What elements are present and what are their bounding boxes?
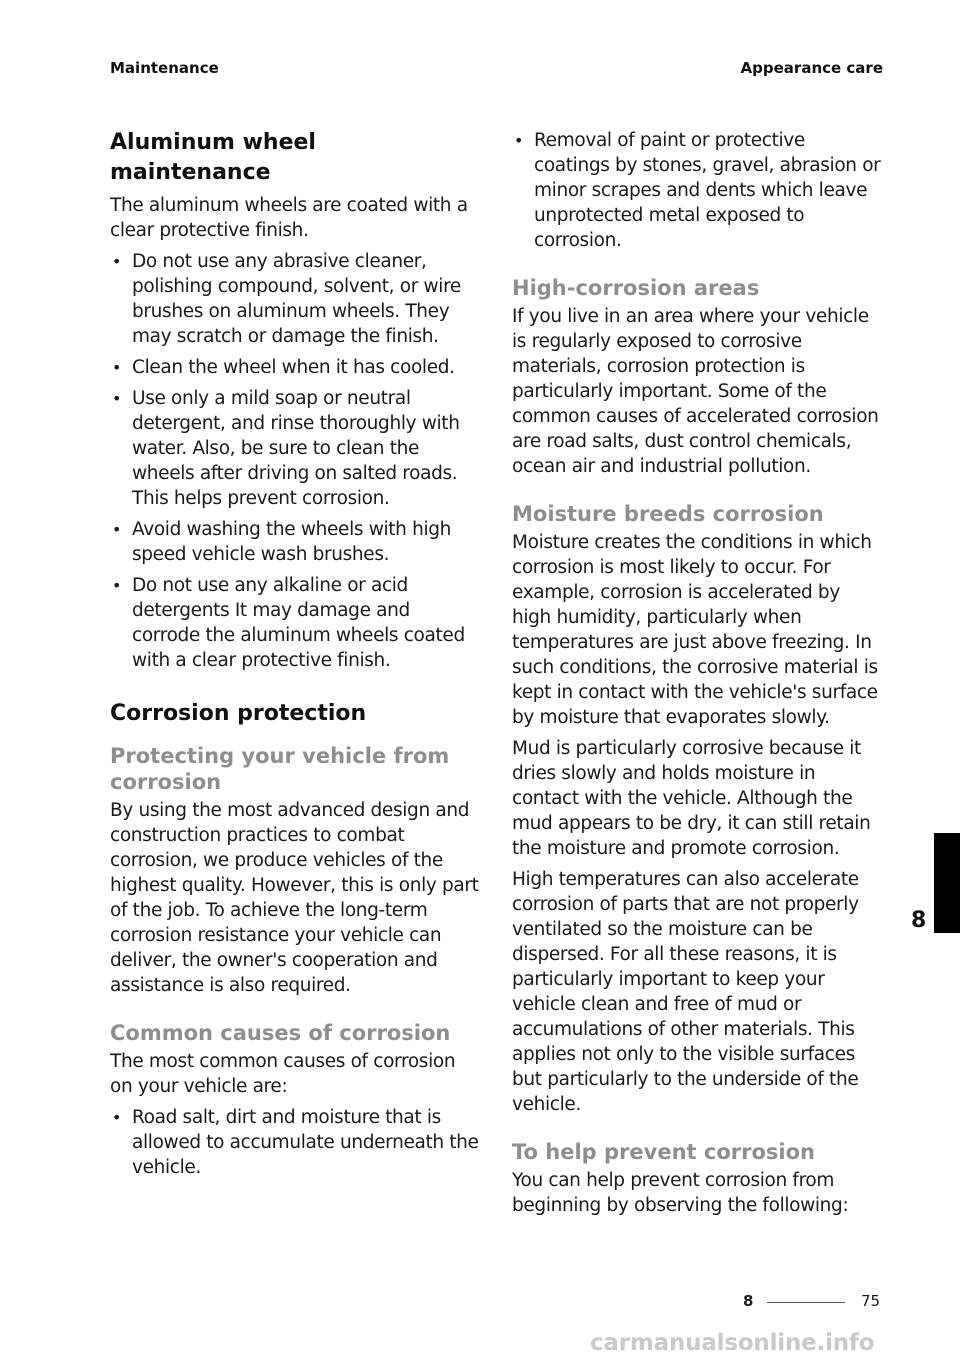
protecting-section	[110, 743, 480, 998]
list-item-text: Clean the wheel when it has cooled.	[132, 357, 455, 378]
list-item	[110, 249, 480, 349]
list-item	[110, 573, 480, 673]
bullet-icon: •	[514, 131, 524, 150]
bullet-icon: •	[112, 252, 122, 271]
common-causes-heading: Common causes of corrosion	[110, 1021, 451, 1045]
moisture-paragraph: Mud is particularly corrosive because it dries slowly and holds moisture in contact with the vehicle. Although the mud appears to be dry, it can still retain the moisture and promote corrosion.	[512, 738, 871, 859]
footer-chapter-number: 8	[743, 1292, 754, 1310]
aluminum-wheel-list	[110, 249, 480, 673]
list-item	[110, 355, 480, 380]
right-column	[512, 128, 884, 1224]
aluminum-wheel-intro: The aluminum wheels are coated with a clear protective finish.	[110, 195, 468, 241]
high-corrosion-body: If you live in an area where your vehicle is regularly exposed to corrosive materials, corrosion protection is particularly important. Some of the common causes of accelerated corrosion are road salts, dust control chemicals, ocean air and industrial pollution.	[512, 306, 879, 477]
watermark: carmanualsonline.info	[590, 1330, 875, 1356]
prevent-body: You can help prevent corrosion from beginning by observing the following:	[512, 1170, 849, 1216]
list-item-text: Avoid washing the wheels with high speed vehicle wash brushes.	[132, 519, 452, 565]
bullet-icon: •	[112, 389, 122, 408]
moisture-paragraph: High temperatures can also accelerate corrosion of parts that are not properly ventilated so the moisture can be dispersed. For all these reasons, it is particularly important to keep your vehicle clean and free of mud or accumulations of other materials. This applies not only to the visible surfaces but particularly to the underside of the vehicle.	[512, 869, 859, 1115]
bullet-icon: •	[112, 576, 122, 595]
list-item-text: Removal of paint or protective coatings by stones, gravel, abrasion or minor scrapes and dents which leave unprotected metal exposed to corrosion.	[534, 130, 881, 251]
moisture-section	[512, 501, 884, 1117]
list-item-text: Use only a mild soap or neutral detergent, and rinse thoroughly with water. Also, be sure to clean the wheels after driving on salted roads. This helps prevent corrosion.	[132, 388, 460, 509]
bullet-icon: •	[112, 1108, 122, 1127]
common-causes-list	[110, 1105, 480, 1180]
footer-page-number: 75	[861, 1292, 881, 1310]
bullet-icon: •	[112, 358, 122, 377]
prevent-section	[512, 1139, 884, 1218]
footer-rule	[767, 1302, 845, 1303]
list-item	[110, 386, 480, 511]
bullet-icon: •	[112, 520, 122, 539]
protecting-heading: Protecting your vehicle from corrosion	[110, 744, 450, 794]
high-corrosion-section	[512, 275, 884, 479]
aluminum-wheel-section	[110, 128, 480, 673]
moisture-heading: Moisture breeds corrosion	[512, 502, 824, 526]
high-corrosion-heading: High-corrosion areas	[512, 276, 760, 300]
common-causes-list-continued	[512, 128, 884, 253]
list-item	[110, 517, 480, 567]
list-item-text: Do not use any alkaline or acid detergents It may damage and corrode the aluminum wheels coated with a clear protective finish.	[132, 575, 465, 671]
protecting-body: By using the most advanced design and construction practices to combat corrosion, we produce vehicles of the highest quality. However, this is only part of the job. To achieve the long-term corrosion resistance your vehicle can deliver, the owner's cooperation and assistance is also required.	[110, 800, 479, 996]
chapter-tab	[934, 833, 960, 933]
chapter-tab-number: 8	[911, 908, 927, 933]
running-head-left: Maintenance	[110, 59, 219, 77]
common-causes-intro: The most common causes of corrosion on your vehicle are:	[110, 1051, 456, 1097]
aluminum-wheel-heading: Aluminum wheel maintenance	[110, 130, 316, 185]
corrosion-protection-heading: Corrosion protection	[110, 701, 367, 726]
left-column	[110, 128, 480, 1186]
running-head-right: Appearance care	[740, 59, 883, 77]
list-item	[110, 1105, 480, 1180]
list-item-text: Do not use any abrasive cleaner, polishing compound, solvent, or wire brushes on aluminum wheels. They may scratch or damage the finish.	[132, 251, 461, 347]
list-item	[512, 128, 884, 253]
common-causes-section	[110, 1020, 480, 1180]
moisture-paragraph: Moisture creates the conditions in which corrosion is most likely to occur. For example, corrosion is accelerated by high humidity, particularly when temperatures are just above freezing. In such conditions, the corrosive material is kept in contact with the vehicle's surface by moisture that evaporates slowly.	[512, 532, 878, 728]
list-item-text: Road salt, dirt and moisture that is allowed to accumulate underneath the vehicle.	[132, 1107, 479, 1178]
prevent-heading: To help prevent corrosion	[512, 1140, 815, 1164]
